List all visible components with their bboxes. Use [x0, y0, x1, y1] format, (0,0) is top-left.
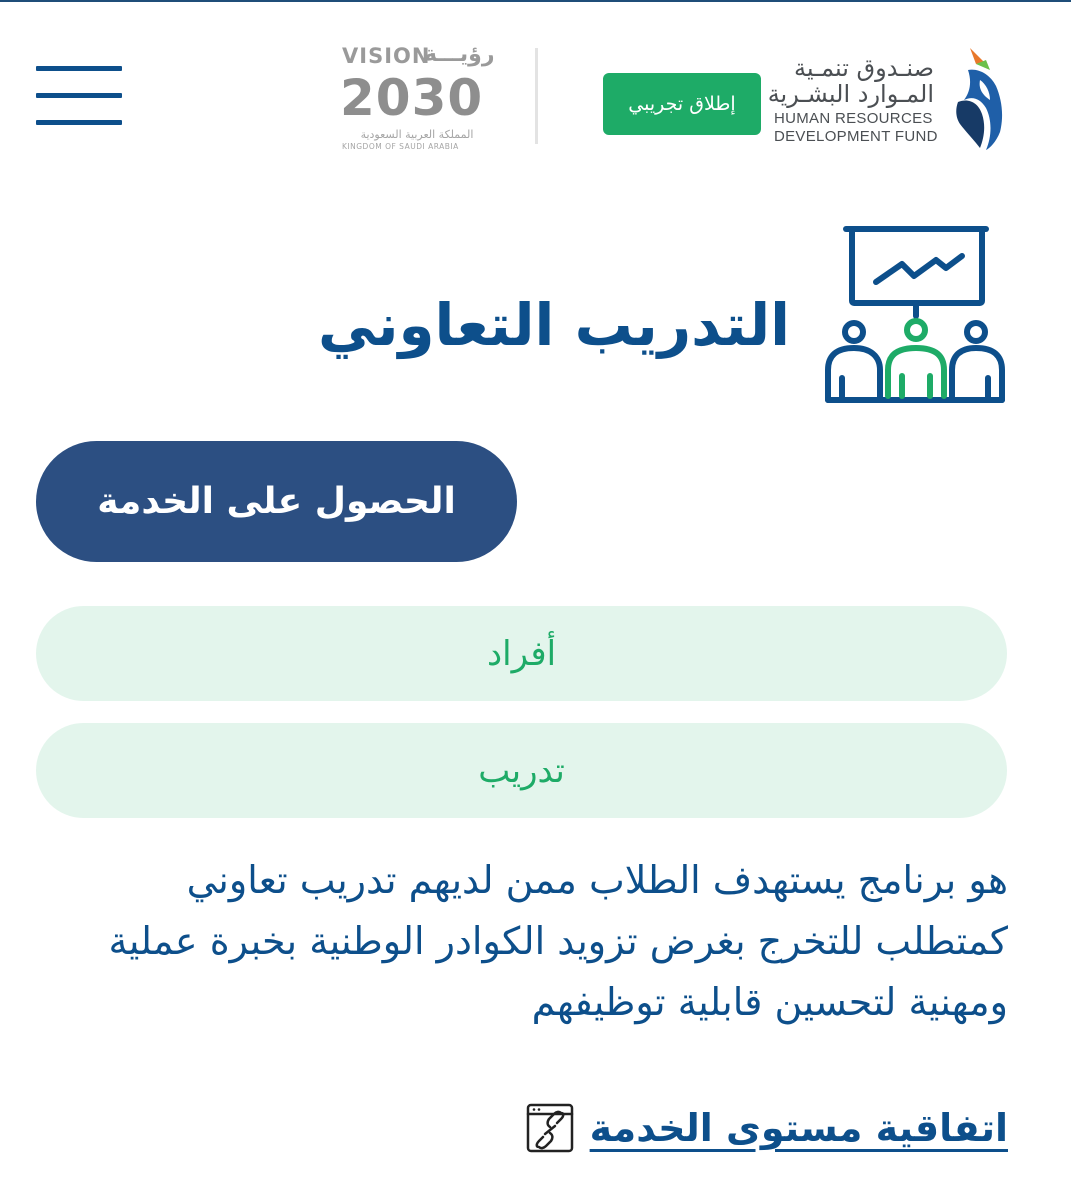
tag-training: تدريب	[36, 723, 1007, 818]
vision-label: VISION	[342, 44, 431, 68]
top-border	[0, 0, 1071, 2]
get-service-button[interactable]: الحصول على الخدمة	[36, 441, 517, 562]
header-divider	[535, 48, 538, 144]
service-description: هو برنامج يستهدف الطلاب ممن لديهم تدريب تعاوني كمتطلب للتخرج بغرض تزويد الكوادر الوطنية بخبرة عملية ومهنية لتحسين قابلية توظيفهم	[108, 858, 1008, 1024]
hrdf-logo-text	[767, 54, 940, 154]
menu-bar	[36, 120, 122, 125]
menu-bar	[36, 93, 122, 98]
page-title: التدريب التعاوني	[318, 291, 790, 359]
tag-individuals: أفراد	[36, 606, 1007, 701]
hamburger-menu-icon[interactable]	[36, 66, 122, 128]
link-window-icon	[526, 1103, 574, 1153]
hrdf-name-ar-line2: المـوارد البشـرية	[767, 80, 934, 108]
vision-label-ar: رؤيـــة	[424, 42, 495, 67]
vision-kingdom-en: KINGDOM OF SAUDI ARABIA	[342, 142, 459, 151]
pilot-launch-badge: إطلاق تجريبي	[603, 73, 761, 135]
sla-link-label[interactable]: اتفاقية مستوى الخدمة	[589, 1106, 1008, 1150]
menu-bar	[36, 66, 122, 71]
presentation-training-icon	[824, 224, 1008, 404]
vision-year: 2030	[340, 69, 484, 127]
hrdf-name-ar-line1: صنـدوق تنمـية	[793, 54, 934, 82]
vision-2030-logo	[336, 42, 506, 154]
hrdf-name-en-line1: HUMAN RESOURCES	[774, 110, 933, 127]
hrdf-logo-icon[interactable]	[950, 40, 1012, 152]
hrdf-name-en-line2: DEVELOPMENT FUND	[774, 128, 938, 145]
sla-link[interactable]	[530, 1096, 1008, 1160]
vision-kingdom-ar: المملكة العربية السعودية	[360, 128, 474, 141]
